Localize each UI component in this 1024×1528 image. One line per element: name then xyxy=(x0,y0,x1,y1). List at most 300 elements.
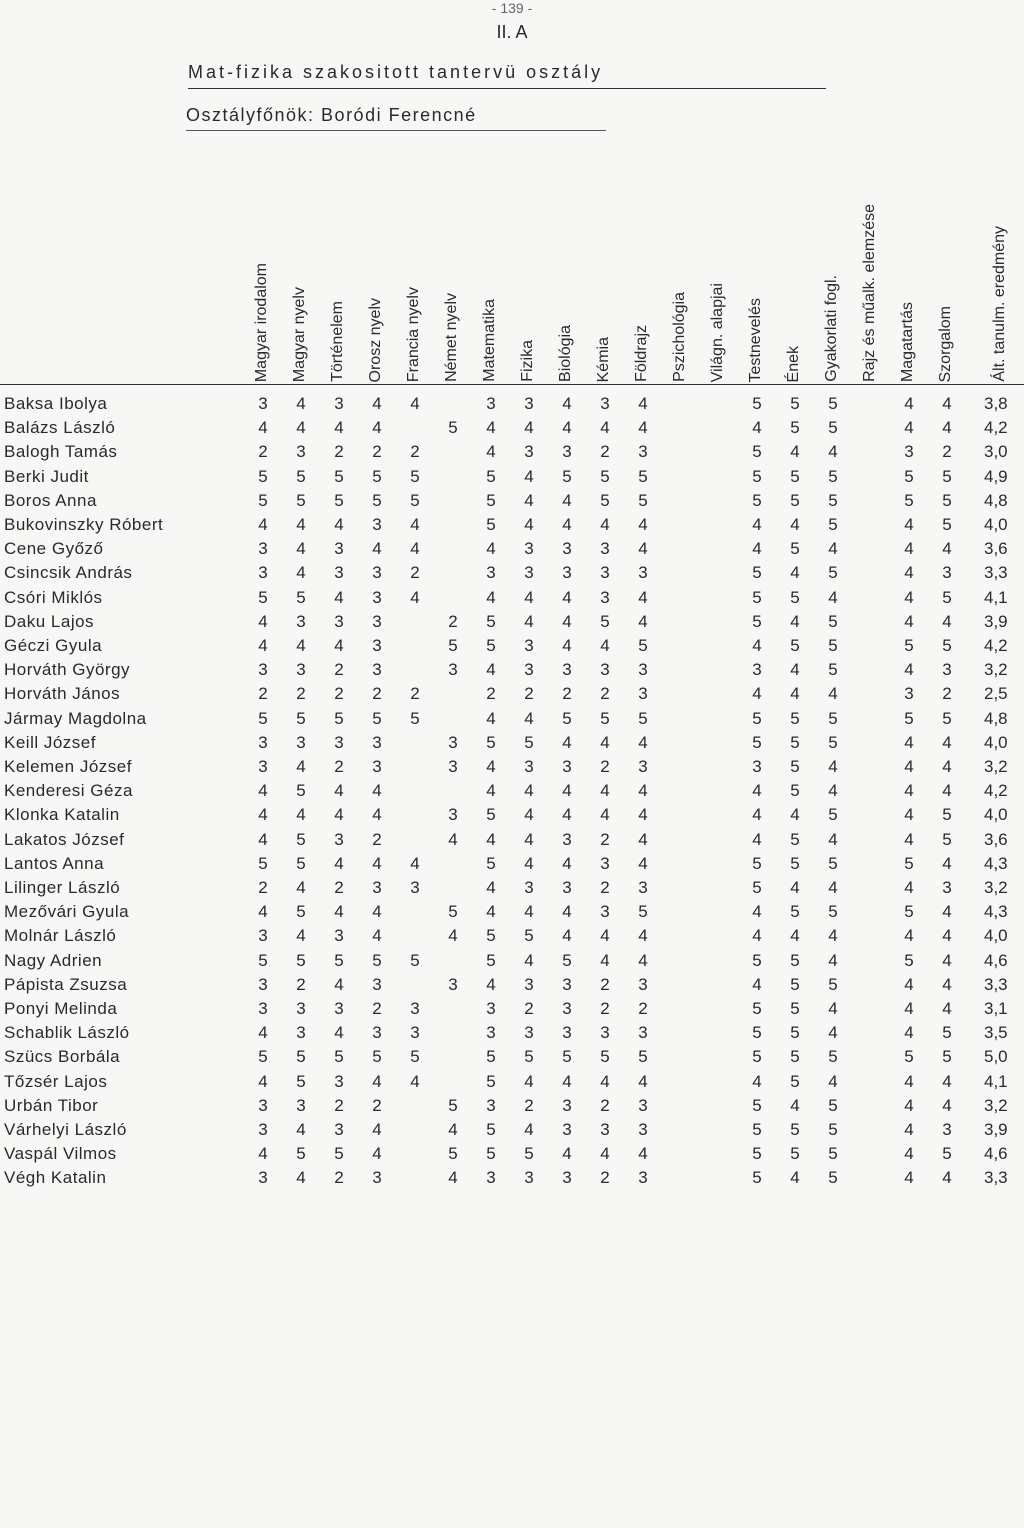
grade-cell: 5 xyxy=(942,1047,952,1067)
grade-cell: 2 xyxy=(600,829,610,849)
student-name: Kelemen József xyxy=(4,757,132,776)
grade-cell: 5 xyxy=(334,1144,344,1164)
average-cell: 4,0 xyxy=(984,805,1008,825)
grade-cell: 5 xyxy=(296,853,306,873)
grade-cell: 4 xyxy=(562,732,572,752)
grade-cell: 5 xyxy=(942,636,952,655)
header-divider xyxy=(0,384,1024,385)
grade-cell: 2 xyxy=(410,563,420,583)
grade-cell: 5 xyxy=(410,490,420,510)
table-row xyxy=(0,781,1024,805)
grade-cell: 4 xyxy=(334,781,344,801)
grade-cell: 4 xyxy=(334,974,344,994)
grade-cell: 2 xyxy=(334,1168,344,1188)
average-cell: 4,6 xyxy=(984,950,1008,970)
student-name: Baksa Ibolya xyxy=(4,394,108,413)
grade-cell: 3 xyxy=(334,1120,344,1139)
grade-cell: 4 xyxy=(372,1144,382,1164)
average-cell: 4,1 xyxy=(984,1071,1008,1091)
grade-cell: 3 xyxy=(372,515,382,534)
grade-cell: 5 xyxy=(486,466,496,486)
grade-cell: 4 xyxy=(638,732,648,752)
grade-cell: 3 xyxy=(296,1023,306,1043)
grade-cell: 5 xyxy=(942,1144,952,1164)
grade-cell: 4 xyxy=(904,563,914,583)
grade-cell: 4 xyxy=(638,394,648,413)
grade-cell: 4 xyxy=(904,781,914,801)
grade-cell: 5 xyxy=(828,636,838,655)
student-name: Mezővári Gyula xyxy=(4,902,130,922)
student-name: Lilinger László xyxy=(4,878,121,897)
average-cell: 3,2 xyxy=(984,660,1008,680)
student-name: Pápista Zsuzsa xyxy=(4,974,128,994)
grade-cell: 5 xyxy=(296,902,306,922)
grade-cell: 3 xyxy=(296,611,306,631)
grade-cell: 3 xyxy=(562,829,572,849)
grade-cell: 4 xyxy=(638,611,648,631)
grade-cell: 3 xyxy=(410,999,420,1018)
grade-cell: 3 xyxy=(372,611,382,631)
average-cell: 3,6 xyxy=(984,829,1008,849)
grade-cell: 2 xyxy=(372,1095,382,1115)
grade-cell: 5 xyxy=(752,708,762,728)
table-row xyxy=(0,854,1024,878)
grade-cell: 5 xyxy=(258,587,268,607)
grade-cell: 3 xyxy=(372,636,382,655)
grade-cell: 5 xyxy=(486,1120,496,1139)
grade-cell: 3 xyxy=(600,587,610,607)
grade-cell: 5 xyxy=(790,490,800,510)
grade-cell: 4 xyxy=(258,902,268,922)
student-name: Horváth János xyxy=(4,684,121,704)
grade-cell: 4 xyxy=(904,611,914,631)
grade-cell: 4 xyxy=(296,515,306,534)
grade-cell: 2 xyxy=(372,684,382,704)
column-header: Történelem xyxy=(329,301,346,382)
grade-cell: 3 xyxy=(524,563,534,583)
grade-cell: 2 xyxy=(600,442,610,462)
grade-cell: 3 xyxy=(562,1023,572,1043)
grade-cell: 3 xyxy=(258,757,268,776)
student-name: Tőzsér Lajos xyxy=(4,1071,108,1091)
grade-cell: 2 xyxy=(334,757,344,776)
grade-cell: 4 xyxy=(296,1120,306,1139)
student-name: Ponyi Melinda xyxy=(4,999,118,1018)
grade-cell: 4 xyxy=(486,829,496,849)
grade-cell: 3 xyxy=(638,1120,648,1139)
grade-cell: 2 xyxy=(258,442,268,462)
table-row xyxy=(0,442,1024,466)
grade-cell: 5 xyxy=(752,587,762,607)
grade-cell: 5 xyxy=(752,1144,762,1164)
grade-cell: 3 xyxy=(600,660,610,680)
grade-cell: 4 xyxy=(790,1095,800,1115)
grade-cell: 5 xyxy=(828,1047,838,1067)
grade-cell: 3 xyxy=(334,926,344,946)
grade-cell: 5 xyxy=(904,466,914,486)
grade-cell: 3 xyxy=(562,1168,572,1188)
grade-cell: 5 xyxy=(828,515,838,534)
grade-cell: 3 xyxy=(486,394,496,413)
grade-cell: 3 xyxy=(524,1168,534,1188)
grade-cell: 4 xyxy=(600,950,610,970)
grade-cell: 2 xyxy=(600,878,610,897)
grade-cell: 4 xyxy=(828,442,838,462)
grade-cell: 5 xyxy=(258,853,268,873)
grade-cell: 3 xyxy=(410,1023,420,1043)
grade-cell: 4 xyxy=(486,442,496,462)
grade-cell: 5 xyxy=(790,974,800,994)
grade-cell: 5 xyxy=(562,1047,572,1067)
grade-cell: 5 xyxy=(372,950,382,970)
grade-cell: 4 xyxy=(752,805,762,825)
grade-cell: 4 xyxy=(258,829,268,849)
grade-cell: 3 xyxy=(448,757,458,776)
grade-cell: 3 xyxy=(562,974,572,994)
grade-cell: 5 xyxy=(296,781,306,801)
grade-cell: 3 xyxy=(258,926,268,946)
grade-cell: 5 xyxy=(410,1047,420,1067)
grade-cell: 3 xyxy=(296,999,306,1018)
average-cell: 4,2 xyxy=(984,636,1008,655)
grade-cell: 4 xyxy=(752,781,762,801)
grade-cell: 4 xyxy=(334,805,344,825)
grade-cell: 4 xyxy=(790,1168,800,1188)
grade-cell: 5 xyxy=(486,853,496,873)
grade-cell: 3 xyxy=(562,1120,572,1139)
grade-cell: 4 xyxy=(828,878,838,897)
grade-cell: 4 xyxy=(600,805,610,825)
grade-cell: 4 xyxy=(942,418,952,438)
grade-cell: 4 xyxy=(638,1071,648,1091)
table-row xyxy=(0,563,1024,587)
grade-cell: 5 xyxy=(828,1095,838,1115)
grade-cell: 4 xyxy=(638,926,648,946)
title-underline xyxy=(188,88,826,89)
grade-cell: 2 xyxy=(410,684,420,704)
student-name: Balázs László xyxy=(4,418,116,438)
average-cell: 4,3 xyxy=(984,853,1008,873)
grade-cell: 5 xyxy=(296,829,306,849)
grade-cell: 2 xyxy=(524,1095,534,1115)
grade-cell: 4 xyxy=(258,418,268,438)
grade-cell: 5 xyxy=(638,636,648,655)
column-header: Magatartás xyxy=(899,301,916,382)
grade-cell: 4 xyxy=(904,974,914,994)
grade-cell: 5 xyxy=(752,1120,762,1139)
student-name: Molnár László xyxy=(4,926,117,946)
grade-cell: 4 xyxy=(638,587,648,607)
grade-cell: 4 xyxy=(562,418,572,438)
grade-cell: 3 xyxy=(296,442,306,462)
grade-cell: 4 xyxy=(372,781,382,801)
average-cell: 3,3 xyxy=(984,1168,1008,1188)
grade-cell: 4 xyxy=(524,611,534,631)
grade-cell: 2 xyxy=(600,684,610,704)
grade-cell: 4 xyxy=(752,902,762,922)
grade-cell: 2 xyxy=(334,1095,344,1115)
grade-cell: 5 xyxy=(752,394,762,413)
grade-cell: 4 xyxy=(600,732,610,752)
grade-cell: 4 xyxy=(942,539,952,559)
grade-cell: 4 xyxy=(638,539,648,559)
grade-cell: 4 xyxy=(296,1168,306,1188)
grade-cell: 5 xyxy=(752,1023,762,1043)
grade-cell: 5 xyxy=(790,902,800,922)
grade-cell: 4 xyxy=(448,829,458,849)
grade-cell: 4 xyxy=(524,418,534,438)
grade-cell: 3 xyxy=(752,757,762,776)
grade-cell: 4 xyxy=(942,926,952,946)
grade-cell: 4 xyxy=(562,1071,572,1091)
grade-cell: 3 xyxy=(904,684,914,704)
grade-cell: 5 xyxy=(790,781,800,801)
grade-cell: 5 xyxy=(410,708,420,728)
grade-cell: 4 xyxy=(486,781,496,801)
grade-cell: 3 xyxy=(372,974,382,994)
grade-cell: 5 xyxy=(296,490,306,510)
grade-cell: 4 xyxy=(638,950,648,970)
grade-cell: 4 xyxy=(942,974,952,994)
grade-cell: 4 xyxy=(562,805,572,825)
grade-cell: 2 xyxy=(258,684,268,704)
grade-cell: 4 xyxy=(524,515,534,534)
grade-cell: 5 xyxy=(752,563,762,583)
grade-cell: 2 xyxy=(334,442,344,462)
grade-cell: 4 xyxy=(486,418,496,438)
grade-cell: 2 xyxy=(486,684,496,704)
grade-cell: 4 xyxy=(638,829,648,849)
grade-cell: 4 xyxy=(372,853,382,873)
student-name: Lakatos József xyxy=(4,829,125,849)
average-cell: 3,2 xyxy=(984,757,1008,776)
grade-cell: 4 xyxy=(296,418,306,438)
grade-cell: 4 xyxy=(410,394,420,413)
table-row xyxy=(0,1072,1024,1096)
grade-cell: 3 xyxy=(600,394,610,413)
grade-cell: 4 xyxy=(372,926,382,946)
page-title: Mat-fizika szakositott tantervü osztály xyxy=(188,62,604,82)
grade-cell: 4 xyxy=(638,418,648,438)
grade-cell: 5 xyxy=(296,950,306,970)
grade-cell: 5 xyxy=(372,1047,382,1067)
grade-cell: 5 xyxy=(828,394,838,413)
grade-cell: 5 xyxy=(486,1071,496,1091)
grade-cell: 4 xyxy=(334,418,344,438)
grade-cell: 5 xyxy=(638,902,648,922)
grade-cell: 4 xyxy=(790,878,800,897)
table-row xyxy=(0,805,1024,829)
grade-cell: 3 xyxy=(562,563,572,583)
grade-cell: 5 xyxy=(790,636,800,655)
average-cell: 4,2 xyxy=(984,781,1008,801)
column-header: Testnevelés xyxy=(747,297,764,382)
grade-cell: 4 xyxy=(372,902,382,922)
grade-cell: 3 xyxy=(486,1095,496,1115)
table-row xyxy=(0,418,1024,442)
head-teacher-underline xyxy=(186,130,606,131)
grade-cell: 3 xyxy=(372,1168,382,1188)
grade-cell: 5 xyxy=(828,611,838,631)
grade-cell: 5 xyxy=(828,490,838,510)
grade-cell: 2 xyxy=(372,442,382,462)
grade-cell: 4 xyxy=(334,1023,344,1043)
grade-cell: 3 xyxy=(562,878,572,897)
grade-cell: 3 xyxy=(942,878,952,897)
column-header: Francia nyelv xyxy=(405,286,422,382)
grade-cell: 5 xyxy=(828,660,838,680)
grade-cell: 3 xyxy=(638,563,648,583)
table-row xyxy=(0,878,1024,902)
grade-cell: 5 xyxy=(448,1095,458,1115)
grade-cell: 5 xyxy=(752,878,762,897)
grade-cell: 4 xyxy=(828,757,838,776)
grade-cell: 4 xyxy=(486,587,496,607)
table-row xyxy=(0,515,1024,539)
class-id: II. A xyxy=(496,22,528,42)
student-name: Berki Judit xyxy=(4,466,89,486)
average-cell: 5,0 xyxy=(984,1047,1008,1067)
grade-cell: 3 xyxy=(334,394,344,413)
grade-cell: 5 xyxy=(410,950,420,970)
table-row xyxy=(0,612,1024,636)
grade-cell: 3 xyxy=(524,878,534,897)
table-row xyxy=(0,394,1024,418)
grade-cell: 4 xyxy=(904,829,914,849)
grade-cell: 4 xyxy=(638,781,648,801)
table-row xyxy=(0,660,1024,684)
grade-cell: 4 xyxy=(752,418,762,438)
page-number: - 139 - xyxy=(491,0,533,16)
grade-cell: 5 xyxy=(904,636,914,655)
grade-cell: 5 xyxy=(828,1144,838,1164)
average-cell: 4,6 xyxy=(984,1144,1008,1164)
grade-cell: 4 xyxy=(562,587,572,607)
grade-cell: 5 xyxy=(600,490,610,510)
grade-cell: 5 xyxy=(790,1144,800,1164)
grade-cell: 3 xyxy=(334,1071,344,1091)
grade-cell: 4 xyxy=(524,950,534,970)
grade-cell: 4 xyxy=(904,999,914,1018)
grade-cell: 4 xyxy=(942,1071,952,1091)
grade-cell: 4 xyxy=(296,394,306,413)
grade-cell: 5 xyxy=(524,1144,534,1164)
grade-cell: 5 xyxy=(486,490,496,510)
grade-cell: 5 xyxy=(486,926,496,946)
grade-cell: 5 xyxy=(942,587,952,607)
table-row xyxy=(0,588,1024,612)
average-cell: 3,2 xyxy=(984,1095,1008,1115)
grade-cell: 4 xyxy=(562,611,572,631)
column-header: Pszichológia xyxy=(671,292,688,382)
grade-cell: 5 xyxy=(524,1047,534,1067)
column-header: Földrajz xyxy=(633,325,650,382)
grade-cell: 3 xyxy=(904,442,914,462)
grade-cell: 3 xyxy=(334,732,344,752)
grade-cell: 4 xyxy=(296,926,306,946)
grade-cell: 5 xyxy=(410,466,420,486)
grade-cell: 3 xyxy=(524,660,534,680)
average-cell: 4,0 xyxy=(984,926,1008,946)
table-row xyxy=(0,709,1024,733)
grade-cell: 5 xyxy=(790,829,800,849)
grade-cell: 4 xyxy=(524,1071,534,1091)
grade-cell: 5 xyxy=(790,757,800,776)
average-cell: 3,6 xyxy=(984,539,1008,559)
grade-cell: 5 xyxy=(752,442,762,462)
student-name: Szücs Borbála xyxy=(4,1047,121,1067)
grade-cell: 5 xyxy=(334,708,344,728)
grade-cell: 3 xyxy=(486,1023,496,1043)
grade-cell: 5 xyxy=(790,1120,800,1139)
grade-cell: 4 xyxy=(562,781,572,801)
grade-cell: 5 xyxy=(372,466,382,486)
grade-cell: 5 xyxy=(752,466,762,486)
student-name: Lantos Anna xyxy=(4,853,105,873)
grade-cell: 4 xyxy=(904,1071,914,1091)
grade-cell: 4 xyxy=(562,394,572,413)
grade-cell: 5 xyxy=(486,1047,496,1067)
grade-cell: 5 xyxy=(524,732,534,752)
grade-cell: 3 xyxy=(600,1120,610,1139)
grade-cell: 4 xyxy=(334,587,344,607)
grade-cell: 3 xyxy=(524,757,534,776)
average-cell: 3,9 xyxy=(984,611,1008,631)
grade-cell: 3 xyxy=(334,539,344,559)
grade-cell: 3 xyxy=(638,974,648,994)
grade-cell: 4 xyxy=(600,926,610,946)
grade-cell: 3 xyxy=(562,999,572,1018)
table-row xyxy=(0,926,1024,950)
grade-cell: 4 xyxy=(752,1071,762,1091)
grade-cell: 3 xyxy=(448,974,458,994)
grade-cell: 4 xyxy=(942,732,952,752)
grade-cell: 3 xyxy=(372,757,382,776)
column-header: Matematika xyxy=(481,299,498,382)
average-cell: 4,9 xyxy=(984,466,1008,486)
average-cell: 3,3 xyxy=(984,563,1008,583)
grade-cell: 4 xyxy=(410,515,420,534)
average-cell: 4,2 xyxy=(984,418,1008,438)
table-row xyxy=(0,902,1024,926)
grade-cell: 5 xyxy=(448,902,458,922)
grade-cell: 5 xyxy=(942,466,952,486)
average-cell: 4,0 xyxy=(984,515,1008,534)
grade-cell: 5 xyxy=(486,636,496,655)
grade-cell: 4 xyxy=(904,418,914,438)
grade-cell: 5 xyxy=(372,490,382,510)
grade-cell: 4 xyxy=(828,950,838,970)
grade-cell: 4 xyxy=(752,684,762,704)
grade-cell: 2 xyxy=(638,999,648,1018)
grade-cell: 4 xyxy=(752,539,762,559)
grade-cell: 4 xyxy=(258,805,268,825)
table-row xyxy=(0,1120,1024,1144)
grade-cell: 4 xyxy=(486,974,496,994)
grade-cell: 5 xyxy=(258,490,268,510)
grade-cell: 3 xyxy=(638,1095,648,1115)
grade-cell: 4 xyxy=(904,757,914,776)
average-cell: 3,2 xyxy=(984,878,1008,897)
grade-cell: 4 xyxy=(790,660,800,680)
grade-cell: 4 xyxy=(524,902,534,922)
grade-cell: 3 xyxy=(372,732,382,752)
grade-cell: 4 xyxy=(904,539,914,559)
grade-cell: 5 xyxy=(638,1047,648,1067)
column-header: Kémia xyxy=(595,336,612,382)
grade-cell: 4 xyxy=(372,418,382,438)
grade-cell: 4 xyxy=(790,805,800,825)
